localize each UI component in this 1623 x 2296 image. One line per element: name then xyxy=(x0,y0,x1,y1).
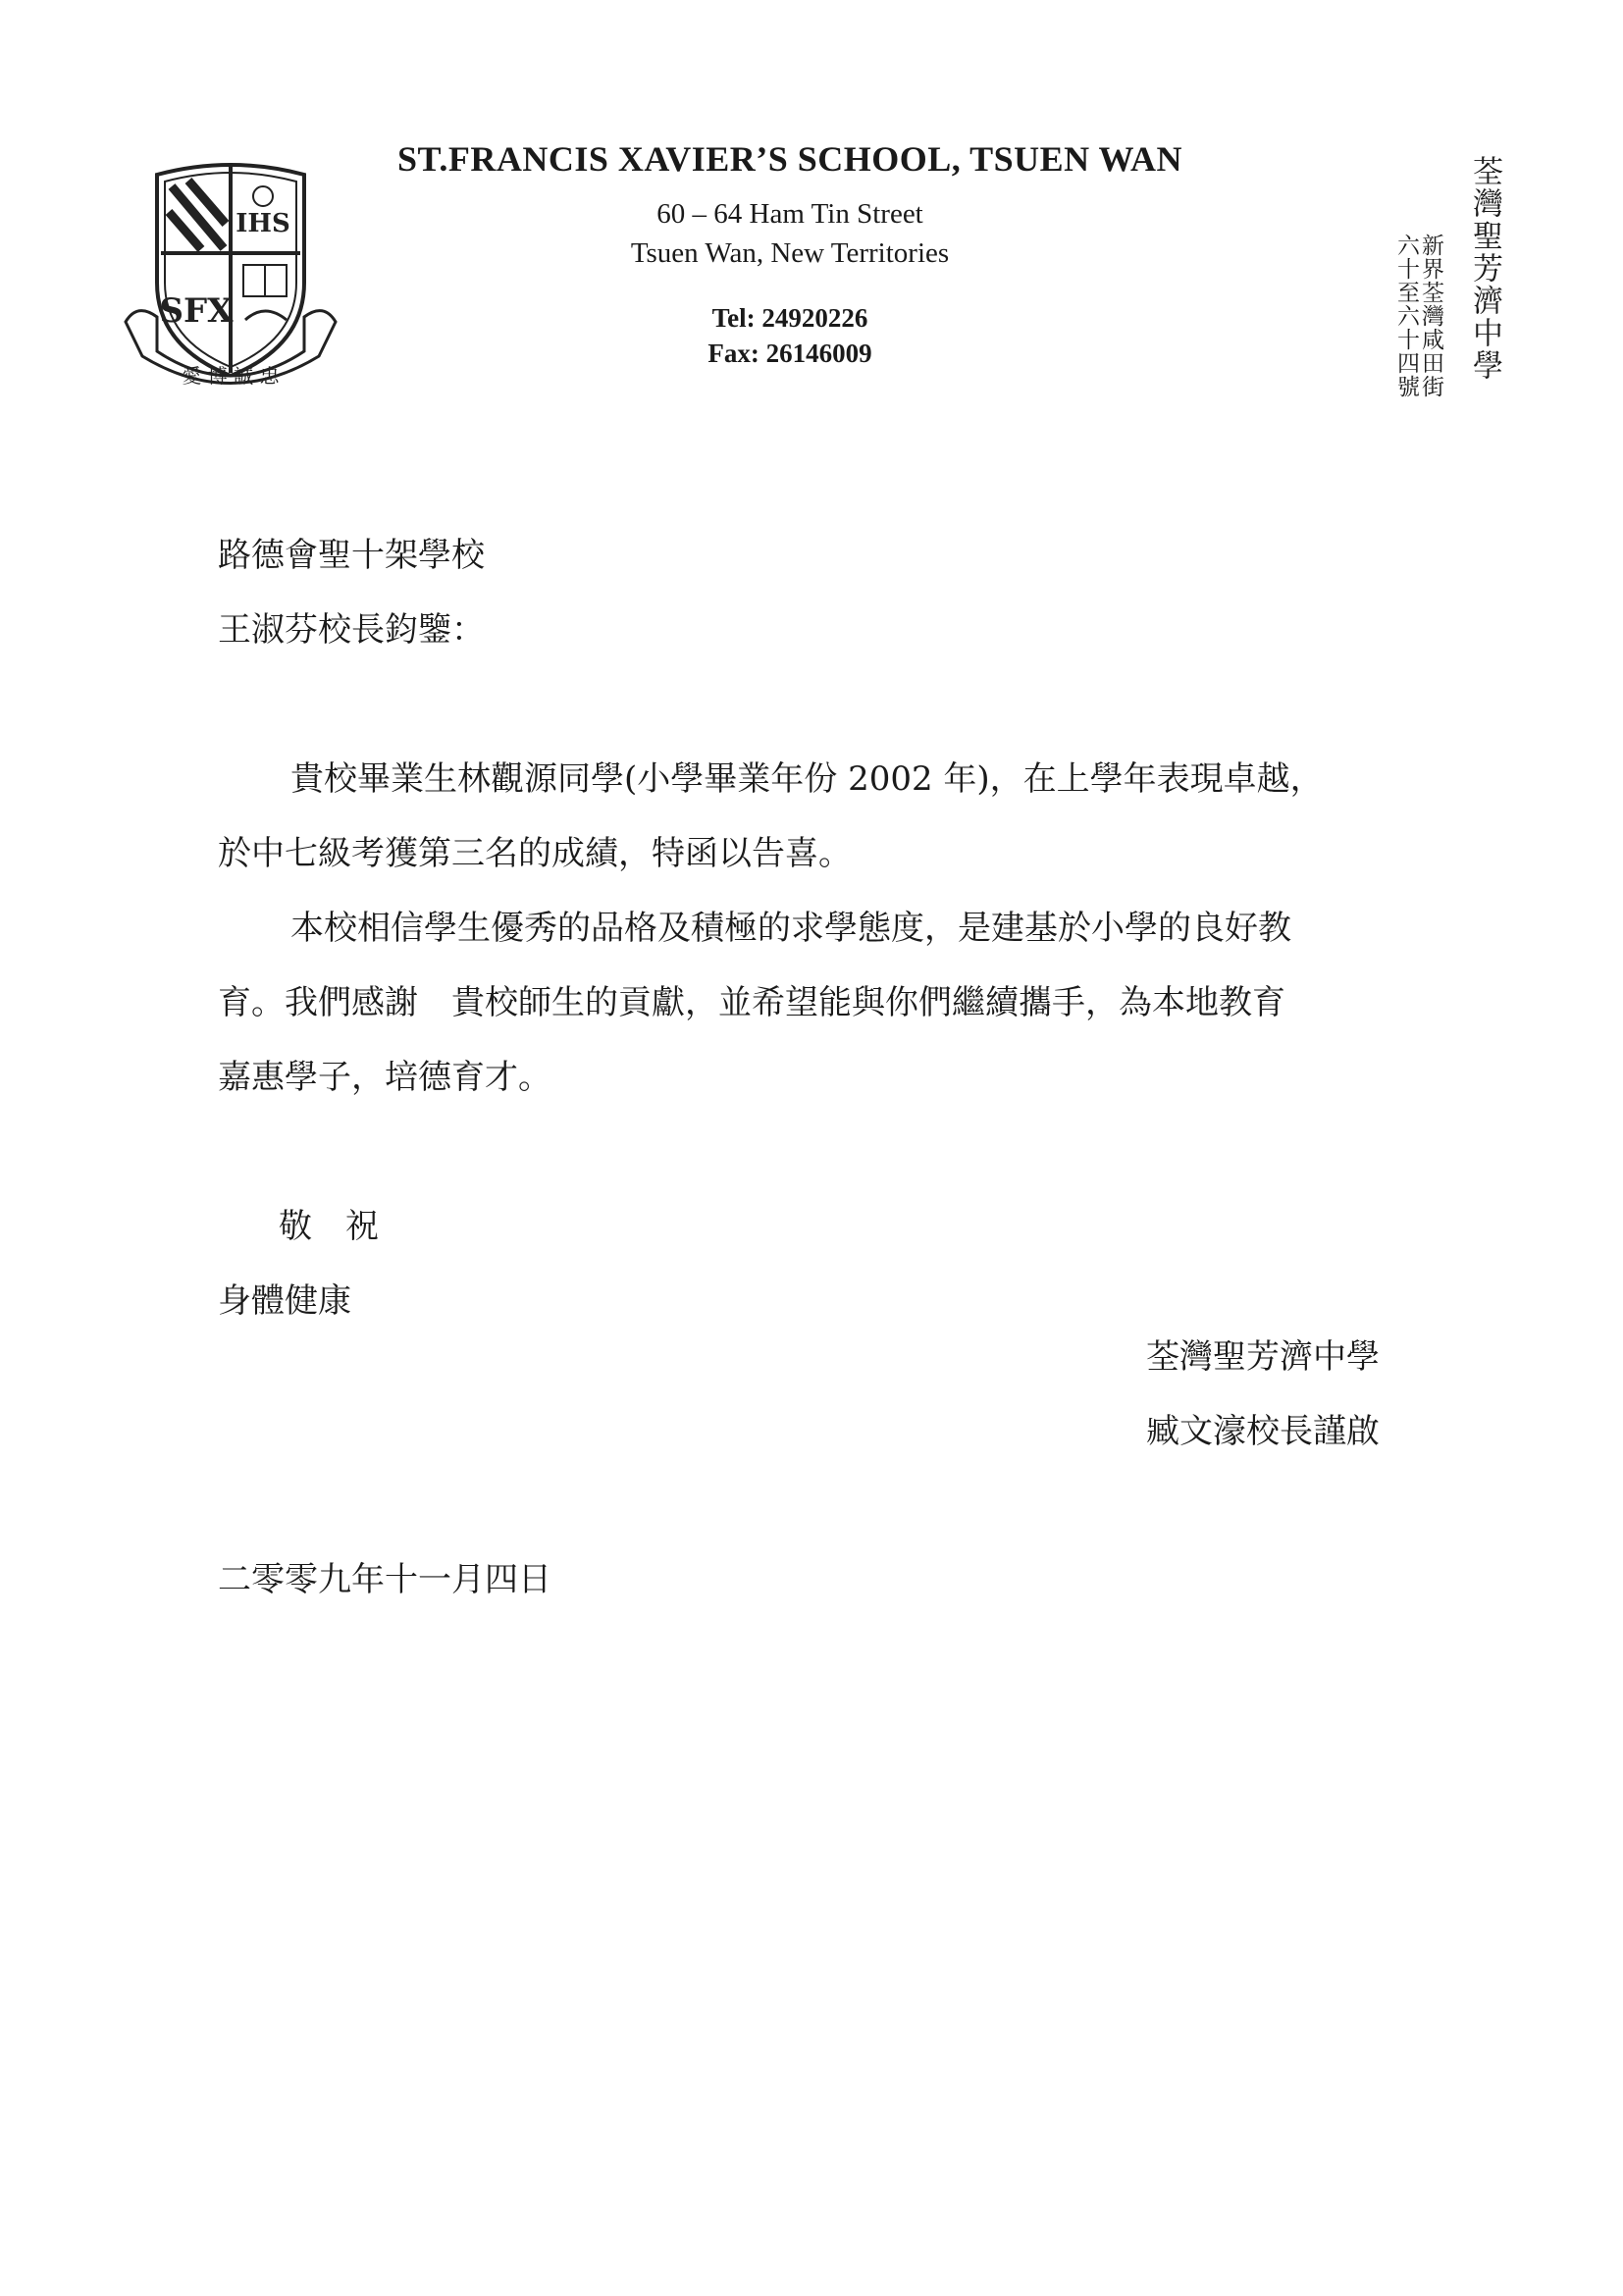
paragraph-2-line-1: 本校相信學生優秀的品格及積極的求學態度，是建基於小學的良好教 xyxy=(290,909,1291,948)
crest-motto: 愛 博 誠 忠 xyxy=(182,364,280,388)
recipient-name: 王淑芬校長鈞鑒： xyxy=(218,610,485,650)
address-chinese-line-1: 新界荃灣咸田街 xyxy=(1418,234,1443,398)
closing-wish: 身體健康 xyxy=(218,1281,351,1321)
letter-body xyxy=(218,518,1493,1338)
school-name-english: ST.FRANCIS XAVIER’S SCHOOL, TSUEN WAN xyxy=(396,139,1183,179)
address-line-1: 60 – 64 Ham Tin Street xyxy=(656,198,923,230)
address-chinese-line-2: 六十至六十四號 xyxy=(1393,234,1419,398)
school-name-chinese: 荃灣聖芳濟中學 xyxy=(1467,155,1502,382)
telephone-number: Tel: 24920226 xyxy=(711,303,868,333)
signature-school: 荃灣聖芳濟中學 xyxy=(1146,1337,1380,1377)
svg-text:IHS: IHS xyxy=(236,209,290,238)
signature-block xyxy=(1146,1320,1380,1469)
address-line-2: Tsuen Wan, New Territories xyxy=(630,237,950,269)
paragraph-2-line-3: 嘉惠學子，培德育才。 xyxy=(218,1058,551,1097)
fax-number: Fax: 26146009 xyxy=(707,339,872,368)
spacer xyxy=(218,1115,1493,1189)
closing-salutation: 敬 祝 xyxy=(279,1207,379,1246)
paragraph-1-line-1: 貴校畢業生林觀源同學(小學畢業年份 2002 年)，在上學年表現卓越， xyxy=(290,759,1324,799)
crest-initials: SFX xyxy=(159,291,234,331)
address-chinese xyxy=(1393,234,1442,398)
school-crest-logo xyxy=(118,155,343,400)
signature-name: 臧文濠校長謹啟 xyxy=(1146,1412,1380,1451)
spacer xyxy=(218,667,1493,742)
recipient-school: 路德會聖十架學校 xyxy=(218,536,485,575)
letter-date: 二零零九年十一月四日 xyxy=(218,1560,551,1599)
paragraph-1-line-2: 於中七級考獲第三名的成績，特函以告喜。 xyxy=(218,834,852,873)
letterhead-english xyxy=(373,137,1207,371)
paragraph-2-line-2: 育。我們感謝 貴校師生的貢獻，並希望能與你們繼續攜手，為本地教育 xyxy=(218,983,1285,1022)
